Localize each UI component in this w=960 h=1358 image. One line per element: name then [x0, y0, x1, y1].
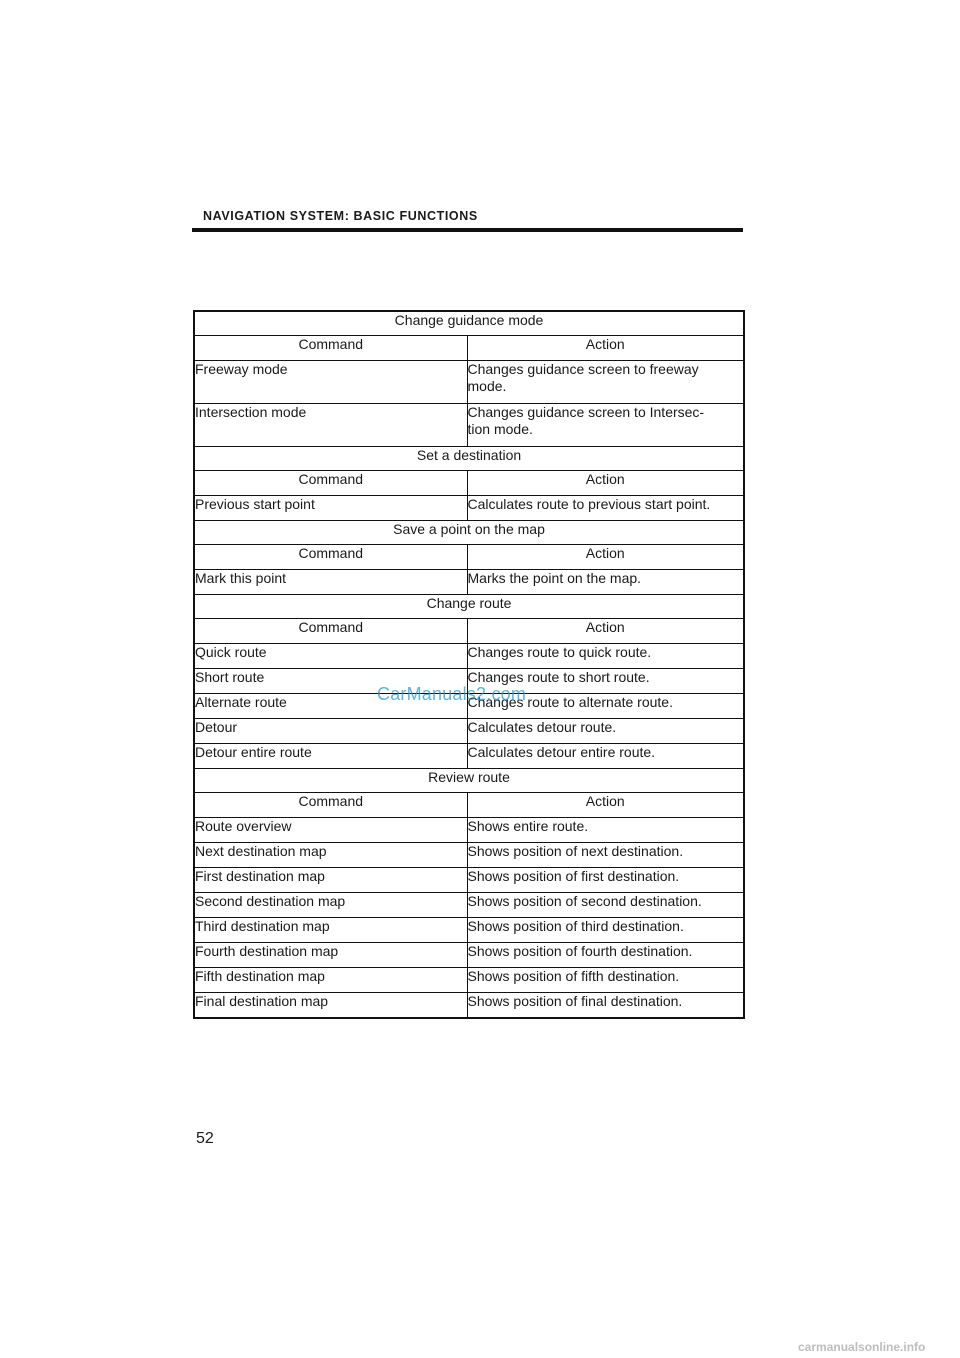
action-text-line: Changes route to alternate route.	[467, 694, 673, 710]
action-cell	[467, 893, 744, 918]
action-cell	[467, 570, 744, 595]
section-title-row	[194, 595, 744, 619]
table-row	[194, 968, 744, 993]
command-column-header: Command	[194, 336, 467, 361]
action-column-header: Action	[467, 336, 744, 361]
action-cell	[467, 496, 744, 521]
section-title: Save a point on the map	[194, 521, 744, 545]
table-row	[194, 918, 744, 943]
command-cell: Alternate route	[194, 694, 467, 719]
action-column-header: Action	[467, 545, 744, 570]
command-cell: Route overview	[194, 818, 467, 843]
footer-site-watermark: carmanualsonline.info	[798, 1340, 926, 1354]
table-row	[194, 361, 744, 404]
command-cell: Previous start point	[194, 496, 467, 521]
table-row	[194, 843, 744, 868]
action-text-line: Marks the point on the map.	[467, 570, 642, 586]
table-row	[194, 570, 744, 595]
action-cell	[467, 361, 744, 404]
table-row	[194, 719, 744, 744]
command-cell: Short route	[194, 669, 467, 694]
command-cell: Third destination map	[194, 918, 467, 943]
command-cell: Detour	[194, 719, 467, 744]
action-cell	[467, 744, 744, 769]
section-title-row	[194, 769, 744, 793]
commands-table	[193, 310, 745, 1019]
action-text-line: Shows position of next destination.	[467, 843, 684, 859]
command-column-header: Command	[194, 619, 467, 644]
table-row	[194, 868, 744, 893]
column-header-row	[194, 471, 744, 496]
command-cell: Second destination map	[194, 893, 467, 918]
table-row	[194, 943, 744, 968]
action-text-line: tion mode.	[467, 421, 533, 437]
command-cell: Fourth destination map	[194, 943, 467, 968]
action-text-line: Shows position of fourth destination.	[467, 943, 693, 959]
action-column-header: Action	[467, 793, 744, 818]
action-column-header: Action	[467, 471, 744, 496]
section-title: Review route	[194, 769, 744, 793]
table-row	[194, 993, 744, 1019]
action-cell	[467, 918, 744, 943]
action-cell	[467, 404, 744, 447]
action-text-line: Calculates route to previous start point.	[467, 496, 711, 512]
section-title: Set a destination	[194, 447, 744, 471]
table-row	[194, 404, 744, 447]
command-cell: Mark this point	[194, 570, 467, 595]
table-row	[194, 669, 744, 694]
action-text-line: Changes route to quick route.	[467, 644, 652, 660]
action-cell	[467, 669, 744, 694]
column-header-row	[194, 336, 744, 361]
column-header-row	[194, 793, 744, 818]
action-text-line: Changes route to short route.	[467, 669, 650, 685]
action-column-header: Action	[467, 619, 744, 644]
action-text-line: Shows position of third destination.	[467, 918, 684, 934]
action-text-line: Changes guidance screen to Intersec-	[467, 404, 705, 420]
action-cell	[467, 943, 744, 968]
action-text-line: mode.	[467, 378, 507, 394]
action-cell	[467, 719, 744, 744]
action-cell	[467, 818, 744, 843]
column-header-row	[194, 545, 744, 570]
command-cell: Detour entire route	[194, 744, 467, 769]
command-cell: Next destination map	[194, 843, 467, 868]
table-row	[194, 744, 744, 769]
command-cell: Freeway mode	[194, 361, 467, 404]
command-cell: Final destination map	[194, 993, 467, 1019]
action-text-line: Shows position of second destination.	[467, 893, 702, 909]
section-title: Change route	[194, 595, 744, 619]
command-cell: Intersection mode	[194, 404, 467, 447]
command-cell: Quick route	[194, 644, 467, 669]
command-cell: First destination map	[194, 868, 467, 893]
action-cell	[467, 843, 744, 868]
action-cell	[467, 968, 744, 993]
commands-table-body	[194, 311, 744, 1018]
table-row	[194, 694, 744, 719]
action-text-line: Changes guidance screen to freeway	[467, 361, 699, 377]
table-row	[194, 496, 744, 521]
header-rule	[192, 228, 743, 232]
section-title-row	[194, 521, 744, 545]
column-header-row	[194, 619, 744, 644]
watermark: CarManuals2.com	[377, 684, 527, 704]
action-text-line: Shows position of first destination.	[467, 868, 680, 884]
command-column-header: Command	[194, 471, 467, 496]
action-text-line: Shows entire route.	[467, 818, 589, 834]
action-text-line: Shows position of final destination.	[467, 993, 683, 1009]
section-title-row	[194, 447, 744, 471]
action-text-line: Calculates detour entire route.	[467, 744, 656, 760]
action-text-line: Calculates detour route.	[467, 719, 617, 735]
page-number: 52	[196, 1130, 214, 1147]
command-column-header: Command	[194, 545, 467, 570]
section-title: Change guidance mode	[194, 311, 744, 336]
action-cell	[467, 694, 744, 719]
action-cell	[467, 868, 744, 893]
table-row	[194, 644, 744, 669]
action-text-line: Shows position of fifth destination.	[467, 968, 680, 984]
table-row	[194, 818, 744, 843]
action-cell	[467, 993, 744, 1019]
action-cell	[467, 644, 744, 669]
section-title-row	[194, 311, 744, 336]
table-row	[194, 893, 744, 918]
command-cell: Fifth destination map	[194, 968, 467, 993]
command-column-header: Command	[194, 793, 467, 818]
page-header-title: NAVIGATION SYSTEM: BASIC FUNCTIONS	[203, 209, 478, 223]
